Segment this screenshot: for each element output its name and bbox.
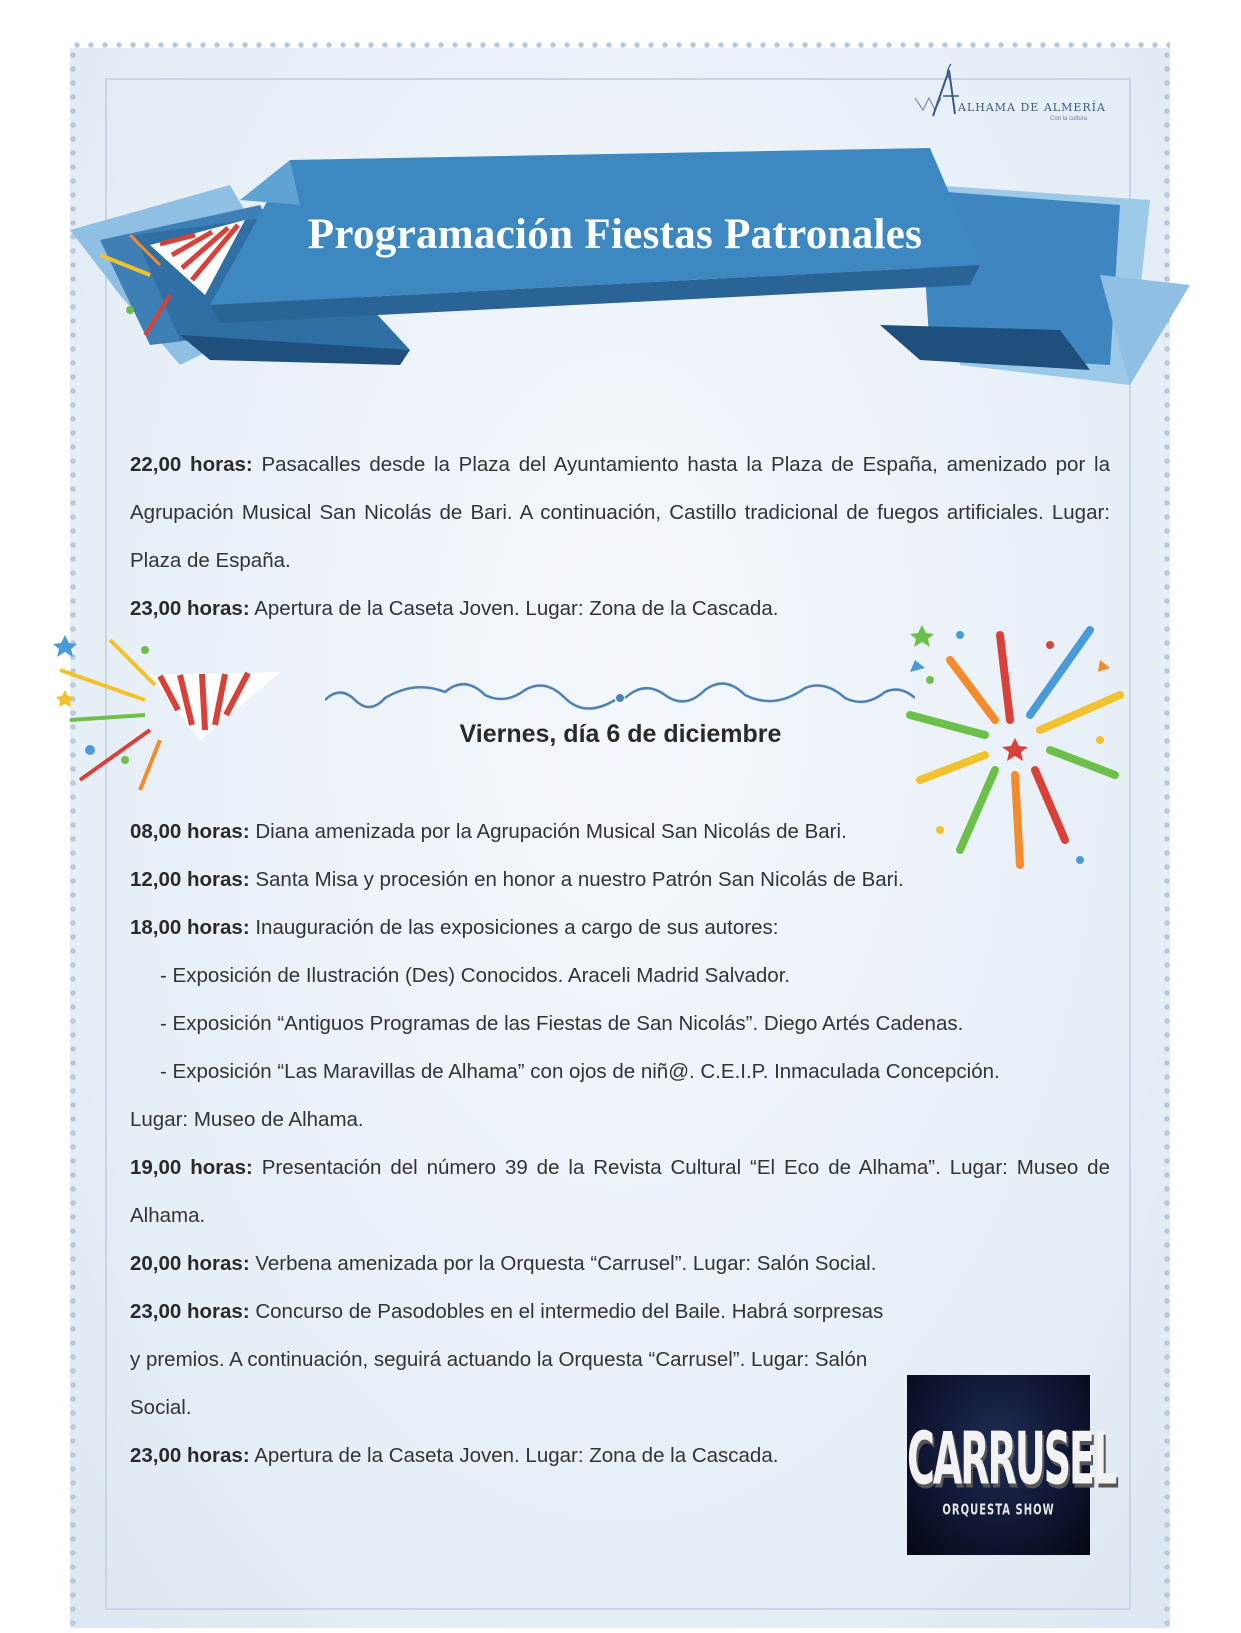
- schedule-time: 19,00 horas:: [130, 1156, 253, 1179]
- exhibition-item: - Exposición “Las Maravillas de Alhama” con ojos de niñ@. C.E.I.P. Inmaculada Concepción.: [160, 1060, 1000, 1083]
- schedule-text: Apertura de la Caseta Joven. Lugar: Zona de la Cascada.: [249, 1444, 779, 1467]
- day-heading: Viernes, día 6 de diciembre: [459, 720, 782, 748]
- schedule-item: [130, 441, 1110, 585]
- schedule-time: 23,00 horas:: [130, 597, 250, 620]
- schedule-item: [130, 1288, 890, 1432]
- schedule-time: 20,00 horas:: [130, 1252, 250, 1275]
- schedule-text: Verbena amenizada por la Orquesta “Carrusel”. Lugar: Salón Social.: [249, 1252, 877, 1275]
- schedule-time: 23,00 horas:: [130, 1300, 250, 1323]
- schedule-text: Presentación del número 39 de la Revista Cultural “El Eco de Alhama”. Lugar: Museo de Alhama.: [130, 1156, 1110, 1227]
- schedule-text: Apertura de la Caseta Joven. Lugar: Zona de la Cascada.: [249, 597, 779, 620]
- exhibition-item: - Exposición de Ilustración (Des) Conocidos. Araceli Madrid Salvador.: [160, 964, 791, 987]
- schedule-text: Santa Misa y procesión en honor a nuestro Patrón San Nicolás de Bari.: [249, 868, 904, 891]
- title-ribbon: [60, 145, 1190, 405]
- schedule-item: [130, 808, 1110, 856]
- schedule-time: 12,00 horas:: [130, 868, 250, 891]
- schedule-time: 23,00 horas:: [130, 1444, 250, 1467]
- schedule-time: 18,00 horas:: [130, 916, 250, 939]
- logo-name: ALHAMA DE ALMERÍA: [958, 101, 1106, 114]
- schedule-text: Concurso de Pasodobles en el intermedio del Baile. Habrá sorpresas y premios. A continuación, seguirá actuando la Orquesta “Carrusel”. Lugar: Salón Social.: [130, 1300, 884, 1419]
- carrusel-subtitle: ORQUESTA SHOW: [942, 1502, 1055, 1519]
- exhibition-place: Lugar: Museo de Alhama.: [130, 1108, 364, 1131]
- schedule-text: Pasacalles desde la Plaza del Ayuntamiento hasta la Plaza de España, amenizado por la Agrupación Musical San Nicolás de Bari. A continuación, Castillo tradicional de fuegos artificiales. Lugar: Plaza de España.: [130, 453, 1110, 572]
- schedule-item: [130, 1240, 1110, 1288]
- exhibition-item: - Exposición “Antiguos Programas de las Fiestas de San Nicolás”. Diego Artés Cadenas.: [160, 1012, 964, 1035]
- schedule-time: 08,00 horas:: [130, 820, 250, 843]
- schedule-item: [130, 1144, 1110, 1240]
- flourish-divider: [325, 670, 915, 715]
- logo-tagline: Con la cultura: [1050, 116, 1088, 122]
- schedule-item: [130, 904, 1110, 952]
- schedule-item: [130, 856, 1110, 904]
- schedule-text: Diana amenizada por la Agrupación Musical San Nicolás de Bari.: [249, 820, 847, 843]
- evening-schedule: [130, 441, 1110, 633]
- schedule-text: Inauguración de las exposiciones a cargo de sus autores:: [249, 916, 779, 939]
- dotted-border-top: [70, 42, 1170, 48]
- program-title: Programación Fiestas Patronales: [307, 211, 923, 258]
- carrusel-poster: [907, 1375, 1116, 1555]
- carrusel-title: CARRUSEL: [907, 1417, 1116, 1501]
- schedule-time: 22,00 horas:: [130, 453, 253, 476]
